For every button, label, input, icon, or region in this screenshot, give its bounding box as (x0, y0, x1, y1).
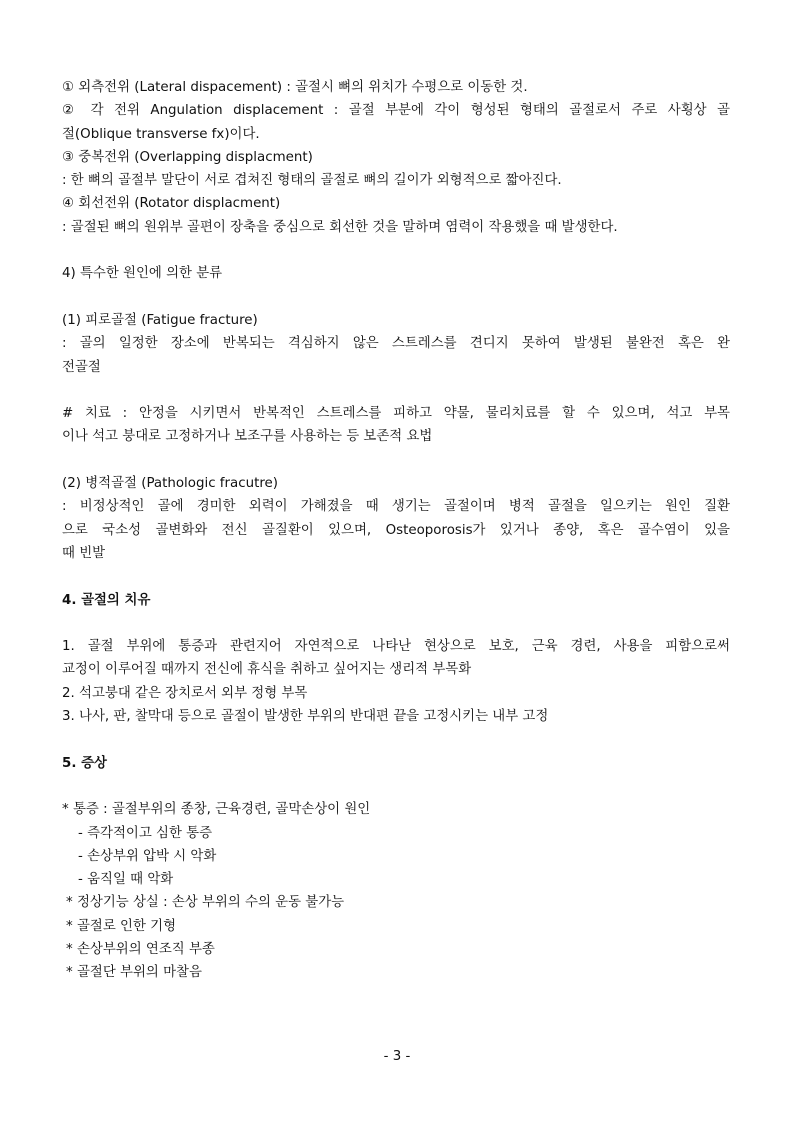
section-heading: 4) 특수한 원인에 의한 분류 (62, 266, 223, 282)
text-line: 절(Oblique transverse fx)이다. (62, 126, 260, 142)
text-line: : 골의 일정한 장소에 반복되는 격심하지 않은 스트레스를 견디지 못하여 발생된 불완전 혹은 완 (62, 336, 730, 352)
list-item: 2. 석고붕대 같은 장치로서 외부 정형 부목 (62, 685, 308, 701)
subsection-heading: (1) 피로골절 (Fatigue fracture) (62, 312, 258, 328)
list-item: * 골절로 인한 기형 (66, 918, 177, 934)
text-line: : 골절된 뼈의 원위부 골편이 장축을 중심으로 회선한 것을 말하며 염력이 작용했을 때 발생한다. (62, 219, 618, 235)
list-item: 1. 골절 부위에 통증과 관련지어 자연적으로 나타난 현상으로 보호, 근육 경련, 사용을 피함으로써 (62, 639, 730, 655)
subsection-heading: (2) 병적골절 (Pathologic fracutre) (62, 476, 279, 492)
list-item: * 손상부위의 연조직 부종 (66, 941, 215, 957)
page-number: - 3 - (383, 1049, 411, 1064)
section-heading: 5. 증상 (62, 755, 107, 771)
list-item: * 통증 : 골절부위의 종창, 근육경련, 골막손상이 원인 (62, 802, 371, 818)
text-line: 으로 국소성 골변화와 전신 골질환이 있으며, Osteoporosis가 있거나 종양, 혹은 골수염이 있을 (62, 522, 730, 538)
text-line: : 비정상적인 골에 경미한 외력이 가해졌을 때 생기는 골절이며 병적 골절을 일으키는 원인 질환 (62, 499, 730, 515)
section-heading: 4. 골절의 치유 (62, 592, 151, 608)
text-line: 때 빈발 (62, 545, 106, 561)
text-line: ④ 회선전위 (Rotator displacment) (62, 196, 281, 212)
text-line: ① 외측전위 (Lateral dispacement) : 골절시 뼈의 위치가 수평으로 이동한 것. (62, 80, 528, 95)
text-line: 이나 석고 붕대로 고정하거나 보조구를 사용하는 등 보존적 요법 (62, 429, 433, 445)
list-item: 3. 나사, 판, 찰막대 등으로 골절이 발생한 부위의 반대편 끝을 고정시키는 내부 고정 (62, 709, 549, 725)
list-item: * 골절단 부위의 마찰음 (66, 965, 202, 981)
document-body (62, 76, 730, 985)
text-line: ③ 중복전위 (Overlapping displacment) (62, 149, 313, 165)
list-item: - 즉각적이고 심한 통증 (78, 825, 213, 841)
text-line: 전골절 (62, 359, 101, 375)
list-item: - 손상부위 압박 시 악화 (78, 848, 217, 864)
text-line: : 한 뼈의 골절부 말단이 서로 겹쳐진 형태의 골절로 뼈의 길이가 외형적으로 짧아진다. (62, 173, 562, 189)
list-item: * 정상기능 상실 : 손상 부위의 수의 운동 불가능 (66, 895, 345, 911)
text-line: # 치료 : 안정을 시키면서 반복적인 스트레스를 피하고 약물, 물리치료를 할 수 있으며, 석고 부목 (62, 406, 730, 422)
text-line: 교정이 이루어질 때까지 전신에 휴식을 취하고 싶어지는 생리적 부목화 (62, 662, 472, 678)
text-line: ② 각 전위 Angulation displacement : 골절 부분에 각이 형성된 형태의 골절로서 주로 사횡상 골 (62, 103, 730, 119)
list-item: - 움직일 때 악화 (78, 872, 174, 888)
